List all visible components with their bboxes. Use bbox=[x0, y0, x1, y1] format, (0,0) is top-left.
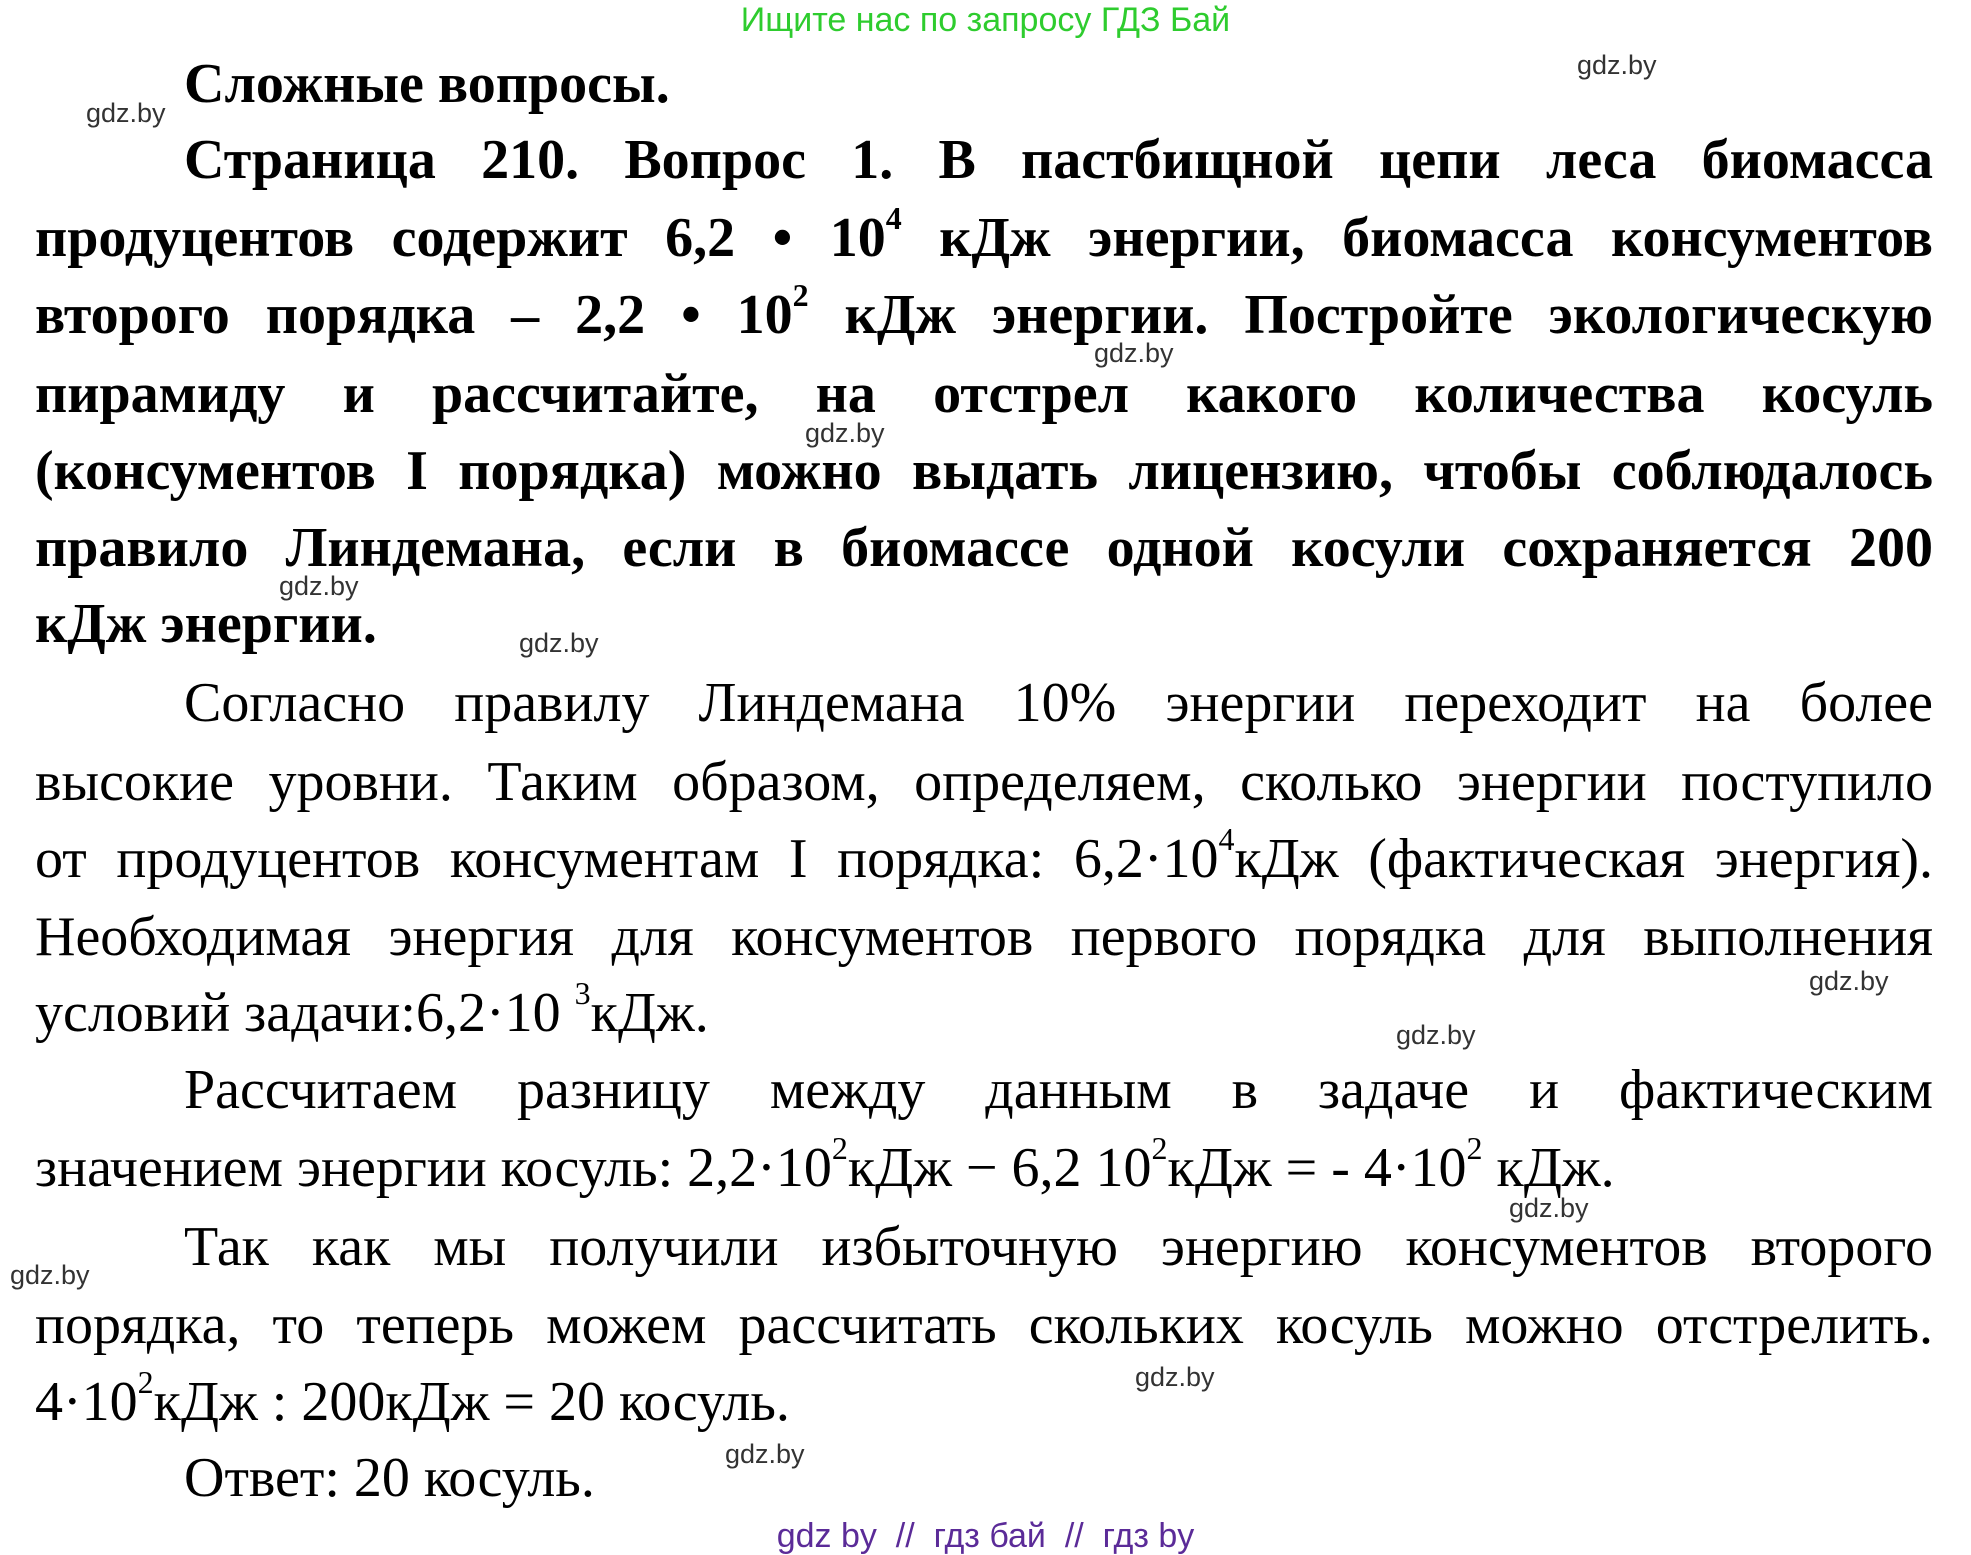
text-segment: пирамиду и рассчитайте, на отстрел какого количества косуль bbox=[35, 363, 1933, 425]
answer-line bbox=[184, 1447, 595, 1509]
question-line bbox=[35, 276, 1934, 346]
exponent: 2 bbox=[1151, 1129, 1168, 1166]
text-segment: кДж. bbox=[1482, 1137, 1615, 1199]
text-segment: кДж энергии. bbox=[35, 593, 377, 655]
text-segment: кДж. bbox=[590, 982, 709, 1044]
watermark-text: gdz.by bbox=[1094, 338, 1174, 368]
question-line bbox=[35, 593, 377, 655]
watermark-text: gdz.by bbox=[1577, 50, 1657, 80]
search-hint-banner: Ищите нас по запросу ГДЗ Бай bbox=[740, 1, 1231, 39]
text-segment: высокие уровни. Таким образом, определяем, сколько энергии поступило bbox=[35, 751, 1933, 813]
watermark-text: gdz.by bbox=[805, 418, 885, 448]
watermark-text: gdz.by bbox=[1809, 966, 1889, 996]
text-segment: правило Линдемана, если в биомассе одной косули сохраняется 200 bbox=[35, 517, 1933, 579]
text-segment: кДж (фактическая энергия). bbox=[1234, 828, 1933, 890]
answer-line bbox=[184, 1216, 1933, 1278]
text-segment: значением энергии косуль: 2,2·10 bbox=[35, 1137, 832, 1199]
watermark-text: gdz.by bbox=[279, 571, 359, 601]
question-line bbox=[35, 363, 1933, 425]
text-segment: (консументов I порядка) можно выдать лицензию, чтобы соблюдалось bbox=[35, 440, 1933, 502]
answer-line bbox=[184, 1059, 1933, 1121]
watermark-text: gdz.by bbox=[1509, 1193, 1589, 1223]
answer-line bbox=[35, 974, 709, 1044]
answer-line bbox=[184, 672, 1933, 734]
answer-line bbox=[35, 906, 1933, 968]
text-segment: продуцентов содержит 6,2 • 10 bbox=[35, 207, 886, 269]
watermark-text: gdz.by bbox=[1396, 1020, 1476, 1050]
exponent: 2 bbox=[792, 276, 809, 313]
question-line bbox=[184, 53, 670, 115]
footer-links: gdz by // гдз бай // гдз by bbox=[776, 1517, 1195, 1555]
text-segment: кДж энергии. Постройте экологическую bbox=[808, 284, 1934, 346]
text-segment: Ответ: 20 косуль. bbox=[184, 1447, 595, 1509]
text-segment: Страница 210. Вопрос 1. В пастбищной цепи леса биомасса bbox=[184, 129, 1933, 191]
exponent: 2 bbox=[1466, 1129, 1483, 1166]
watermark-text: gdz.by bbox=[10, 1260, 90, 1290]
watermark-text: gdz.by bbox=[1135, 1362, 1215, 1392]
answer-line bbox=[35, 1363, 790, 1433]
answer-line bbox=[35, 820, 1933, 890]
question-line bbox=[35, 517, 1933, 579]
text-segment: кДж − 6,2 10 bbox=[847, 1137, 1152, 1199]
exponent: 2 bbox=[137, 1363, 154, 1400]
text-segment: Рассчитаем разницу между данным в задаче и фактическим bbox=[184, 1059, 1933, 1121]
text-segment: Необходимая энергия для консументов первого порядка для выполнения bbox=[35, 906, 1933, 968]
answer-line bbox=[35, 1129, 1615, 1199]
text-segment: Согласно правилу Линдемана 10% энергии переходит на более bbox=[184, 672, 1933, 734]
text-segment: кДж энергии, биомасса консументов bbox=[901, 207, 1934, 269]
question-line bbox=[184, 129, 1933, 191]
text-segment: от продуцентов консументам I порядка: 6,2·10 bbox=[35, 828, 1219, 890]
text-segment: второго порядка – 2,2 • 10 bbox=[35, 284, 793, 346]
exponent: 3 bbox=[574, 974, 591, 1011]
question-line bbox=[35, 199, 1934, 269]
text-segment: порядка, то теперь можем рассчитать скольких косуль можно отстрелить. bbox=[35, 1294, 1933, 1356]
answer-line bbox=[35, 1294, 1933, 1356]
text-segment: условий задачи:6,2·10 bbox=[35, 982, 575, 1044]
text-segment: Сложные вопросы. bbox=[184, 53, 670, 115]
question-line bbox=[35, 440, 1933, 502]
watermark-text: gdz.by bbox=[725, 1439, 805, 1469]
exponent: 2 bbox=[831, 1129, 848, 1166]
answer-line bbox=[35, 751, 1933, 813]
exponent: 4 bbox=[885, 199, 902, 236]
text-segment: кДж : 200кДж = 20 косуль. bbox=[153, 1371, 790, 1433]
exponent: 4 bbox=[1218, 820, 1235, 857]
text-segment: Так как мы получили избыточную энергию консументов второго bbox=[184, 1216, 1933, 1278]
text-segment: кДж = - 4·10 bbox=[1167, 1137, 1467, 1199]
watermark-text: gdz.by bbox=[86, 98, 166, 128]
text-segment: 4·10 bbox=[35, 1371, 138, 1433]
watermark-text: gdz.by bbox=[519, 628, 599, 658]
